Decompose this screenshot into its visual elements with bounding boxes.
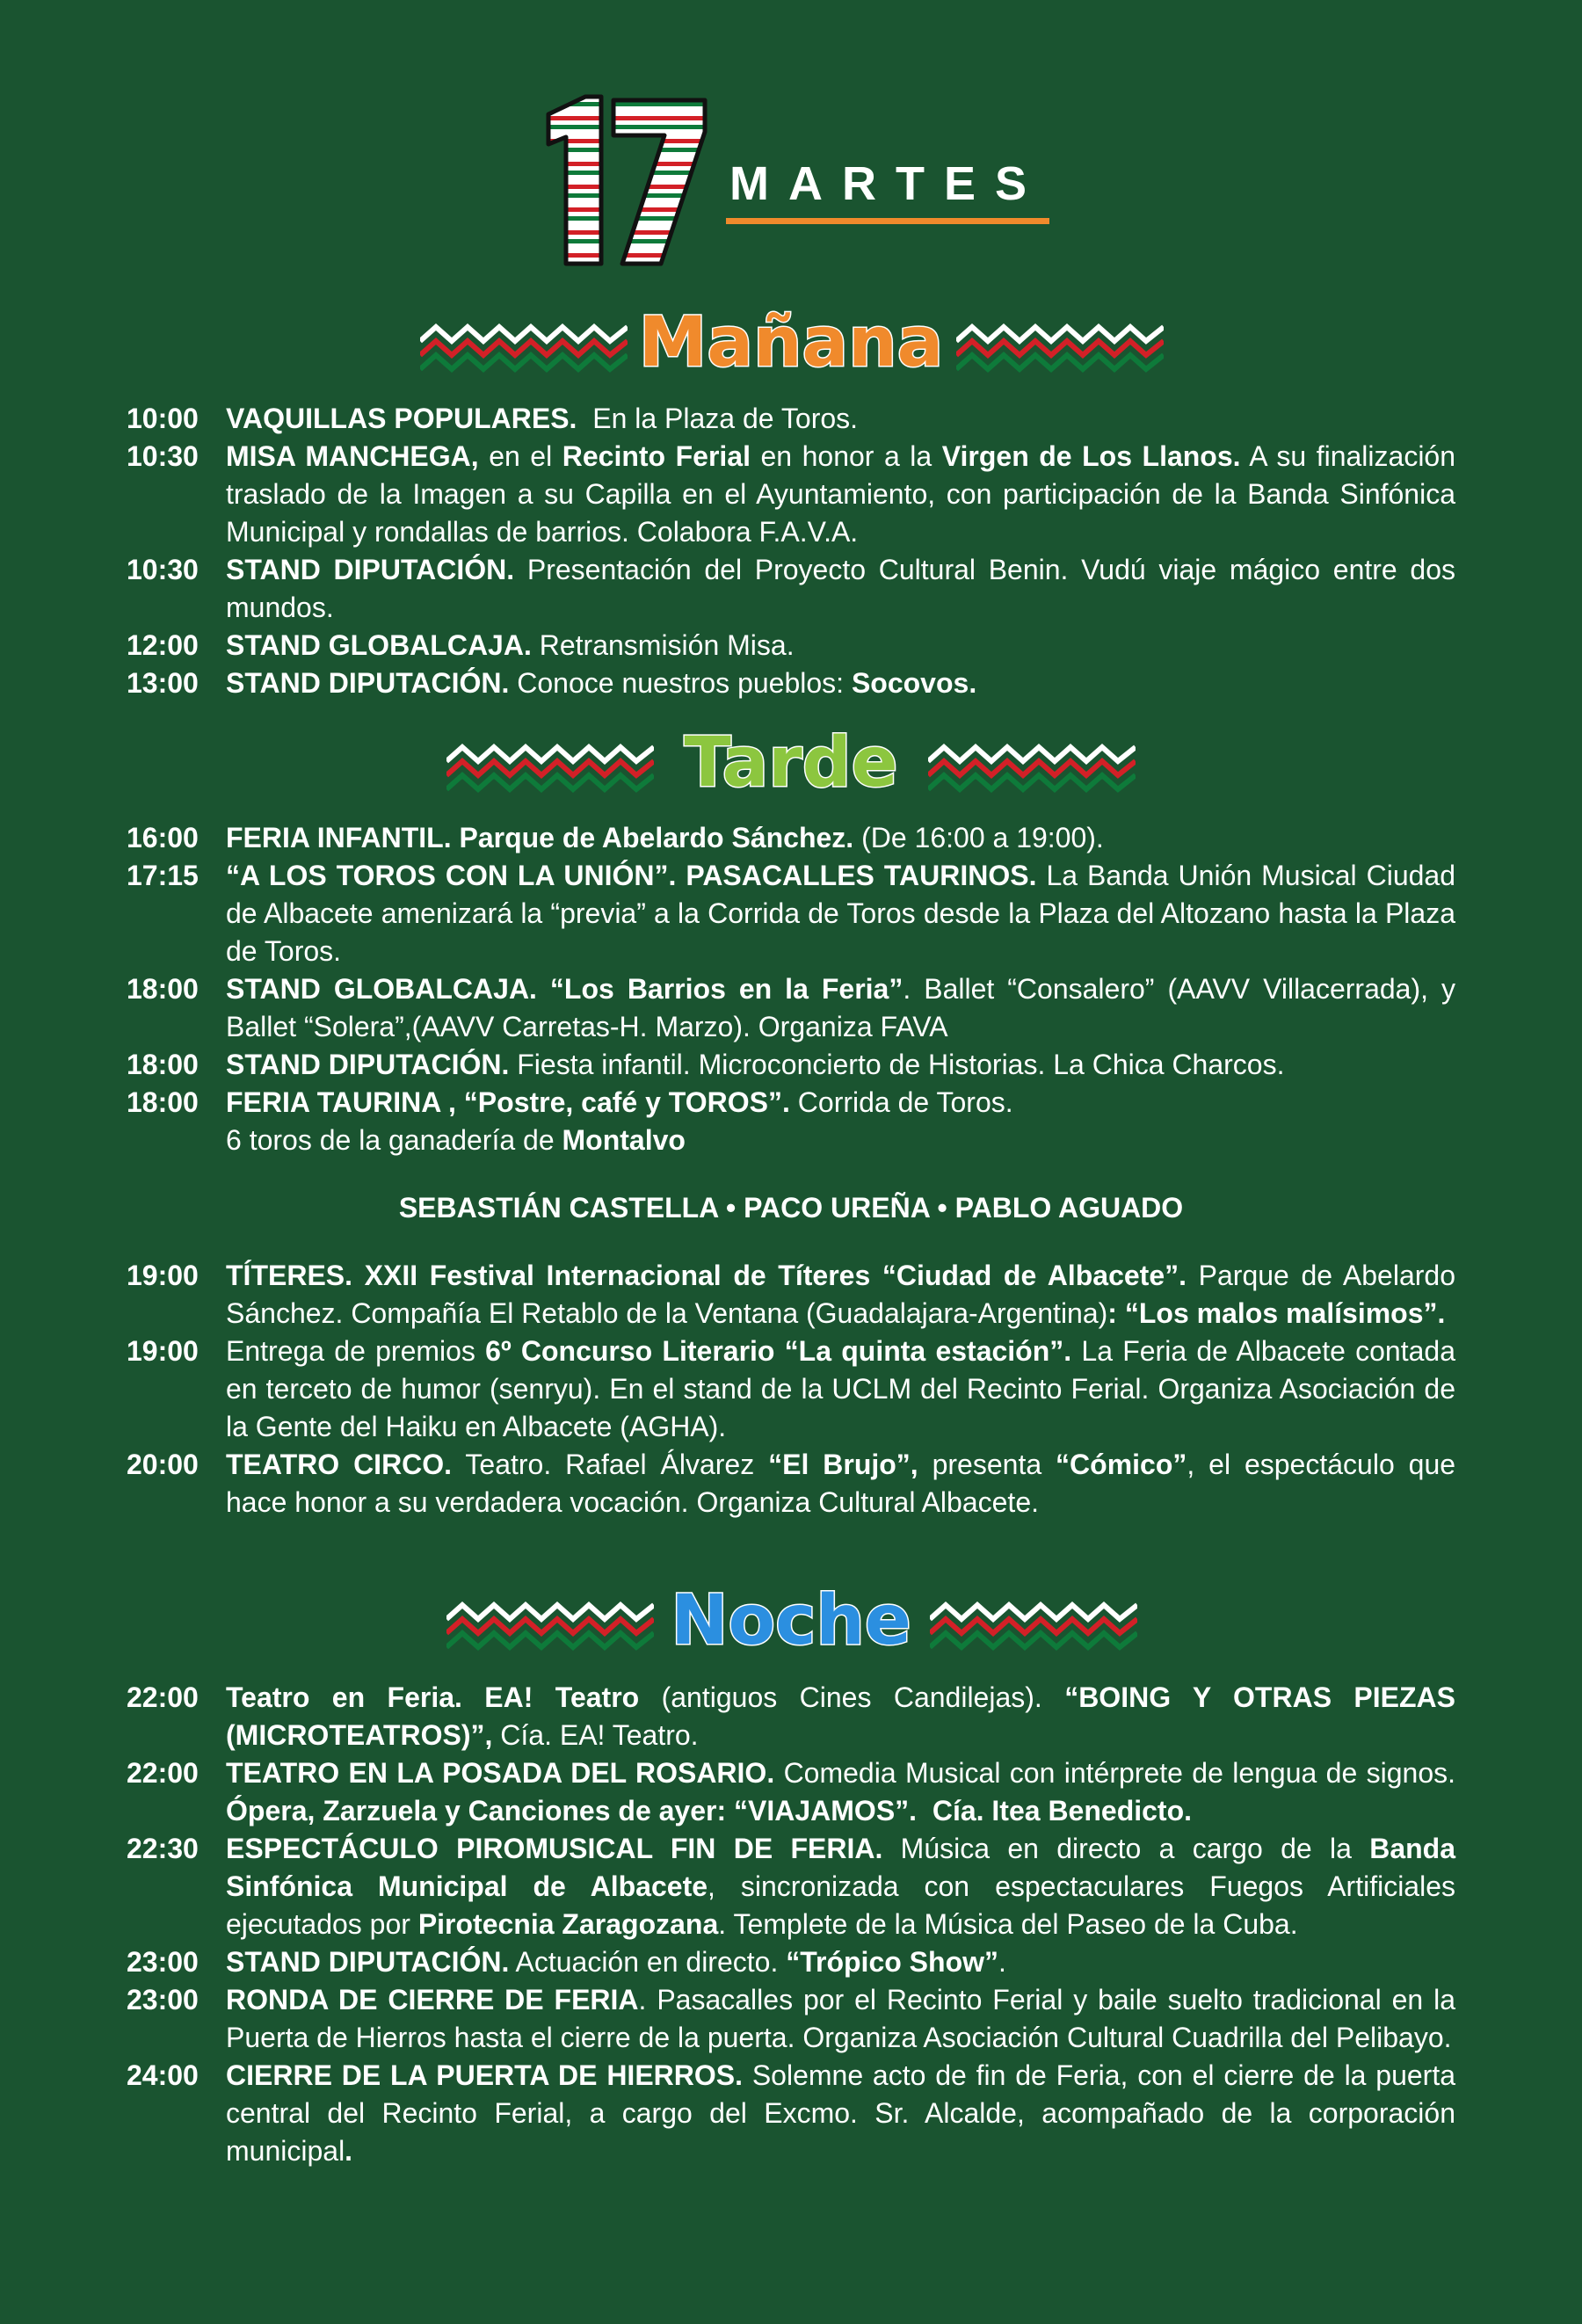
zigzag-ornament-right [956, 322, 1164, 380]
weekday-underline [726, 218, 1049, 224]
event-item [127, 1679, 1455, 1754]
section-header-noche [0, 1577, 1582, 1674]
event-description: MISA MANCHEGA, en el Recinto Ferial en honor a la Virgen de Los Llanos. A su finalización traslado de la Imagen a su Capilla en el Ayuntamiento, con participación de la Banda Sinfónica Municipal y rondallas de barrios. Colabora F.A.V.A. [226, 440, 1456, 548]
section-header-manana [0, 299, 1582, 396]
event-time: 24:00 [127, 2059, 199, 2091]
event-description: STAND DIPUTACIÓN. Fiesta infantil. Microconcierto de Historias. La Chica Charcos. [226, 1049, 1285, 1080]
event-time: 13:00 [127, 667, 199, 699]
event-item [127, 1046, 1455, 1084]
event-item [127, 1943, 1455, 1981]
event-time: 19:00 [127, 1335, 199, 1367]
section-header-tarde [0, 719, 1582, 816]
event-description: FERIA TAURINA , “Postre, café y TOROS”. Corrida de Toros. 6 toros de la ganadería de Montalvo [226, 1086, 1013, 1156]
event-time: 10:00 [127, 403, 199, 434]
event-item [127, 627, 1455, 665]
event-time: 16:00 [127, 822, 199, 853]
event-description: RONDA DE CIERRE DE FERIA. Pasacalles por el Recinto Ferial y baile suelto tradicional en la Puerta de Hierros hasta el cierre de la puerta. Organiza Asociación Cultural Cuadrilla del Pelibayo. [226, 1984, 1456, 2053]
event-description: TEATRO EN LA POSADA DEL ROSARIO. Comedia Musical con intérprete de lengua de signos. Ópera, Zarzuela y Canciones de ayer: “VIAJAMOS”. Cía. Itea Benedicto. [226, 1757, 1456, 1827]
event-item [127, 1257, 1455, 1333]
section-title-tarde: Tarde [684, 723, 898, 803]
event-item [127, 819, 1455, 857]
featured-bullfighters: SEBASTIÁN CASTELLA • PACO UREÑA • PABLO AGUADO [398, 1192, 1184, 1224]
events-noche [127, 1679, 1455, 2170]
event-time: 17:15 [127, 860, 199, 891]
event-description: CIERRE DE LA PUERTA DE HIERROS. Solemne acto de fin de Feria, con el cierre de la puerta central del Recinto Ferial, a cargo del Excmo. Sr. Alcalde, acompañado de la corporación municipal. [226, 2059, 1456, 2167]
event-item [127, 2057, 1455, 2170]
event-time: 22:00 [127, 1681, 199, 1713]
event-time: 18:00 [127, 1086, 199, 1118]
event-item [127, 665, 1455, 702]
event-time: 22:30 [127, 1833, 199, 1864]
event-time: 10:30 [127, 440, 199, 472]
events-tarde-evening [127, 1257, 1455, 1521]
event-description: STAND DIPUTACIÓN. Conoce nuestros pueblos: Socovos. [226, 667, 977, 699]
section-title-noche: Noche [671, 1581, 911, 1660]
event-description: FERIA INFANTIL. Parque de Abelardo Sánchez. (De 16:00 a 19:00). [226, 822, 1104, 853]
event-description: VAQUILLAS POPULARES. En la Plaza de Toros. [226, 403, 859, 434]
event-description: Teatro en Feria. EA! Teatro (antiguos Cines Candilejas). “BOING Y OTRAS PIEZAS (MICROTEATROS)”, Cía. EA! Teatro. [226, 1681, 1456, 1751]
event-description: TÍTERES. XXII Festival Internacional de Títeres “Ciudad de Albacete”. Parque de Abelardo Sánchez. Compañía El Retablo de la Ventana (Guadalajara-Argentina): “Los malos malísimos”. [226, 1260, 1456, 1329]
day-number-graphic [533, 88, 714, 272]
event-description: STAND DIPUTACIÓN. Actuación en directo. “Trópico Show”. [226, 1946, 1006, 1978]
event-item [127, 438, 1455, 551]
event-item [127, 1084, 1455, 1159]
event-item [127, 1754, 1455, 1830]
zigzag-ornament-right [930, 1600, 1137, 1658]
event-item [127, 857, 1455, 970]
event-description: STAND GLOBALCAJA. “Los Barrios en la Feria”. Ballet “Consalero” (AAVV Villacerrada), y Ballet “Solera”,(AAVV Carretas-H. Marzo). Organiza FAVA [226, 973, 1456, 1042]
events-manana [127, 400, 1455, 702]
event-time: 12:00 [127, 629, 199, 661]
day-header [0, 88, 1582, 281]
zigzag-ornament-right [928, 742, 1136, 800]
event-item [127, 1830, 1455, 1943]
event-description: TEATRO CIRCO. Teatro. Rafael Álvarez “El Brujo”, presenta “Cómico”, el espectáculo que hace honor a su verdadera vocación. Organiza Cultural Albacete. [226, 1449, 1456, 1518]
section-title-manana: Mañana [638, 303, 944, 382]
event-description: STAND DIPUTACIÓN. Presentación del Proyecto Cultural Benin. Vudú viaje mágico entre dos mundos. [226, 554, 1456, 623]
event-item [127, 400, 1455, 438]
event-description: STAND GLOBALCAJA. Retransmisión Misa. [226, 629, 795, 661]
event-description: ESPECTÁCULO PIROMUSICAL FIN DE FERIA. Música en directo a cargo de la Banda Sinfónica Municipal de Albacete, sincronizada con espectaculares Fuegos Artificiales ejecutados por Pirotecnia Zaragozana. Templete de la Música del Paseo de la Cuba. [226, 1833, 1456, 1940]
event-item [127, 1981, 1455, 2057]
event-item [127, 1446, 1455, 1521]
event-item [127, 970, 1455, 1046]
event-description: Entrega de premios 6º Concurso Literario “La quinta estación”. La Feria de Albacete contada en terceto de humor (senryu). En el stand de la UCLM del Recinto Ferial. Organiza Asociación de la Gente del Haiku en Albacete (AGHA). [226, 1335, 1456, 1442]
event-item [127, 1333, 1455, 1446]
event-time: 19:00 [127, 1260, 199, 1291]
event-description: “A LOS TOROS CON LA UNIÓN”. PASACALLES TAURINOS. La Banda Unión Musical Ciudad de Albacete amenizará la “previa” a la Corrida de Toros desde la Plaza del Altozano hasta la Plaza de Toros. [226, 860, 1456, 967]
weekday-label: MARTES [729, 157, 1046, 210]
events-tarde [127, 819, 1455, 1159]
event-time: 10:30 [127, 554, 199, 585]
event-time: 22:00 [127, 1757, 199, 1789]
event-time: 18:00 [127, 1049, 199, 1080]
event-item [127, 551, 1455, 627]
event-time: 23:00 [127, 1984, 199, 2015]
event-time: 23:00 [127, 1946, 199, 1978]
event-time: 18:00 [127, 973, 199, 1005]
event-time: 20:00 [127, 1449, 199, 1480]
